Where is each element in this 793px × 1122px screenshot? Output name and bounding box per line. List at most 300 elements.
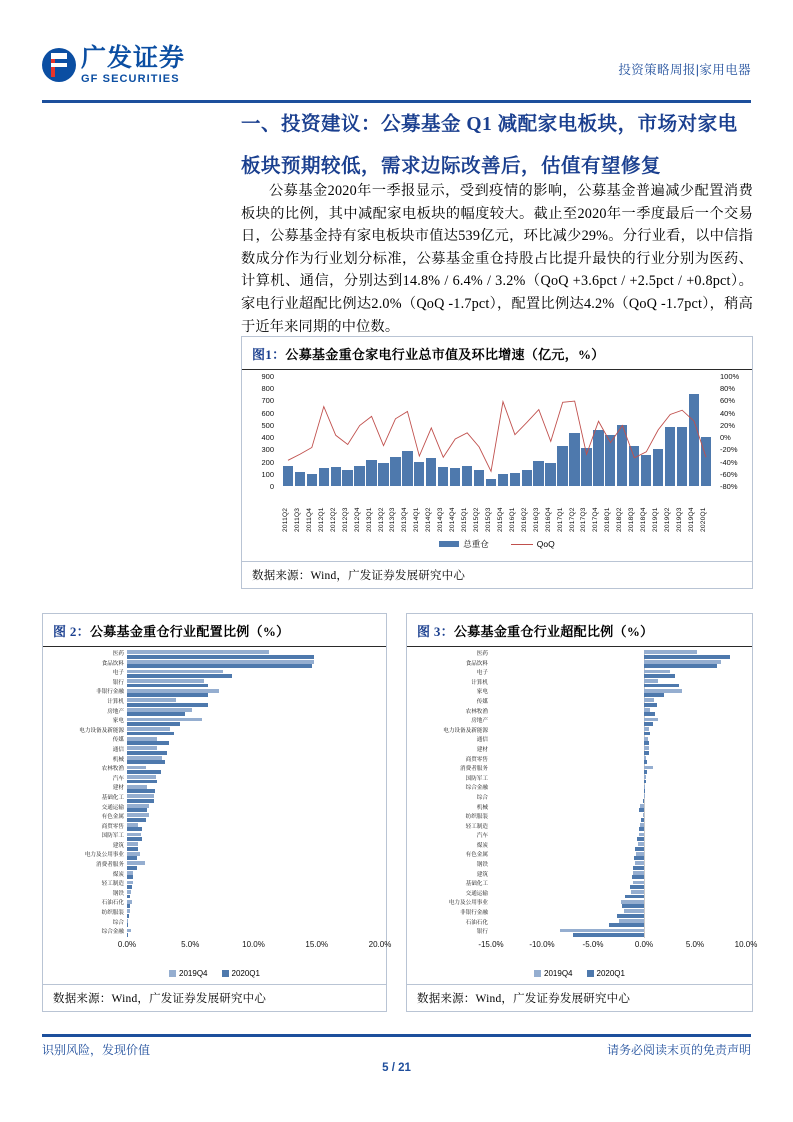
bar-segment: [609, 923, 644, 927]
bar-row-label: 汽车: [476, 833, 488, 840]
bar-row-label: 商贸零售: [465, 756, 488, 763]
bar-segment: [127, 712, 185, 716]
bar-segment: [127, 741, 169, 745]
figure-2-legend-item-0: 2019Q4: [179, 969, 208, 978]
bar-segment: [639, 808, 644, 812]
bar-segment: [127, 732, 174, 736]
bar-row-track: [127, 650, 380, 660]
bar-row-track: [491, 851, 746, 861]
figure-3-number: 图 3：: [417, 624, 454, 639]
figure-1-y-tick: 700: [261, 396, 274, 406]
figure-1-y2-tick: 20%: [720, 420, 736, 430]
bar-row-track: [127, 909, 380, 919]
x-axis-tick: 5.0%: [685, 940, 705, 949]
bar-segment: [622, 904, 644, 908]
figure-1-title: [242, 337, 752, 370]
bar-row: [43, 727, 380, 737]
bar-segment: [127, 718, 202, 722]
bar-row-label: 电子: [112, 670, 124, 677]
figure-1-x-tick: 2015Q1: [461, 507, 469, 532]
bar-segment: [127, 914, 129, 918]
bar-segment: [644, 746, 649, 750]
bar-row-track: [491, 688, 746, 698]
bar-segment: [127, 847, 138, 851]
bar-segment: [127, 766, 146, 770]
figure-1-x-tick: 2018Q1: [604, 507, 612, 532]
figure-1-y-tick: 0: [269, 482, 274, 491]
bar-row: [407, 679, 746, 689]
figure-1-x-tick: 2014Q1: [413, 507, 421, 532]
figure-1-x-tick: 2015Q3: [484, 507, 492, 532]
bar-segment: [644, 741, 649, 745]
bar-row-track: [491, 775, 746, 785]
figure-1-x-tick: 2017Q1: [556, 507, 564, 532]
bar-segment: [127, 866, 137, 870]
bar-segment: [127, 856, 137, 860]
figure-1-x-tick: 2018Q2: [616, 507, 624, 532]
bar-row-label: 电力及公用事业: [448, 900, 488, 907]
bar-row-track: [127, 698, 380, 708]
bar-row: [43, 698, 380, 708]
bar-segment: [634, 856, 644, 860]
figure-1-y2-tick: -40%: [720, 457, 738, 467]
figure-1-y2-tick: 0%: [720, 433, 731, 443]
bar-row-track: [491, 890, 746, 900]
bar-row-label: 建筑: [112, 842, 124, 849]
x-axis-tick: -10.0%: [529, 940, 555, 949]
figure-1-x-tick: 2016Q4: [544, 507, 552, 532]
bar-row-track: [491, 880, 746, 890]
figure-1-caption: 公募基金重仓家电行业总市值及环比增速（亿元，%）: [285, 347, 605, 362]
bar-segment: [560, 929, 644, 933]
bar-row: [407, 775, 746, 785]
figure-1-x-axis-labels: [282, 488, 712, 532]
bar-row-track: [491, 736, 746, 746]
bar-row: [407, 688, 746, 698]
bar-row-label: 传媒: [476, 698, 488, 705]
x-axis-tick: 0.0%: [634, 940, 654, 949]
bar-row-track: [491, 679, 746, 689]
figure-1-x-tick: 2016Q1: [508, 507, 516, 532]
bar-row-label: 家电: [476, 689, 488, 696]
page-number: 5 / 21: [382, 1062, 411, 1074]
figure-1-y2-tick: -80%: [720, 482, 738, 491]
bar-segment: [127, 751, 167, 755]
figure-1-x-tick: 2011Q4: [305, 507, 313, 532]
bar-row-track: [127, 756, 380, 766]
figure-3-bar-rows: [407, 650, 746, 938]
figure-3-source: 数据来源：Wind，广发证券发展研究中心: [407, 984, 752, 1011]
bar-row-label: 基础化工: [101, 794, 124, 801]
bar-row-track: [127, 736, 380, 746]
x-axis-tick: 15.0%: [305, 940, 329, 949]
bar-row-track: [491, 861, 746, 871]
body-paragraph: 公募基金2020年一季报显示，受到疫情的影响，公募基金普遍减少配置消费板块的比例，其中减配家电板块的幅度较大。截止至2020年一季度最后一个交易日，公募基金持有家电板块市值达539亿元，环比减少29%。分行业看，以中信指数成分作为行业划分标准，公募基金重仓持股占比提升最快的行业分别为医药、计算机、通信，分别达到14.8% / 6.4% / 3.2%（QoQ +3.6pct / +2.5pct / +0.8pct）。家电行业超配比例达2.0%（QoQ -1.7pct），配置比例达4.2%（QoQ -1.7pct），稍高于近年来同期的中位数。: [241, 183, 753, 335]
bar-row: [43, 765, 380, 775]
bar-row-track: [491, 794, 746, 804]
bar-row-label: 综合金融: [101, 929, 124, 936]
figure-1-x-tick: 2019Q1: [652, 507, 660, 532]
bar-segment: [632, 875, 644, 879]
figure-1-line-series: [282, 376, 712, 486]
bar-segment: [644, 722, 653, 726]
bar-segment: [127, 929, 131, 933]
bar-segment: [127, 698, 176, 702]
bar-segment: [127, 775, 156, 779]
figure-1-x-tick: 2012Q1: [317, 507, 325, 532]
bar-row-track: [491, 928, 746, 938]
bar-segment: [644, 664, 717, 668]
bar-segment: [127, 650, 269, 654]
bar-segment: [640, 804, 644, 808]
bar-row: [407, 660, 746, 670]
bar-row-track: [491, 765, 746, 775]
bar-row: [43, 679, 380, 689]
legend-swatch-2019q4-icon: [169, 970, 176, 977]
header-report-type: 投资策略周报|家用电器: [618, 63, 751, 77]
bar-row: [407, 832, 746, 842]
bar-row-track: [491, 746, 746, 756]
bar-segment: [127, 660, 314, 664]
figure-1-y-tick: 400: [261, 433, 274, 443]
figure-2-title: [43, 614, 386, 647]
bar-segment: [633, 866, 644, 870]
figure-1-plot-area: [282, 376, 712, 486]
bar-segment: [644, 670, 670, 674]
figure-1-x-tick: 2013Q3: [389, 507, 397, 532]
figure-1-x-tick: 2013Q2: [377, 507, 385, 532]
figure-1-y-tick: 800: [261, 384, 274, 394]
bar-segment: [573, 933, 644, 937]
figure-1-y-tick: 100: [261, 469, 274, 479]
bar-row-label: 轻工制造: [101, 881, 124, 888]
bar-segment: [644, 689, 682, 693]
figure-2-plot: [43, 644, 392, 982]
bar-row: [407, 851, 746, 861]
bar-segment: [643, 813, 644, 817]
bar-row: [43, 717, 380, 727]
bar-segment: [127, 703, 208, 707]
bar-segment: [644, 737, 648, 741]
bar-row-label: 电力设备及新能源: [443, 727, 488, 734]
figure-3-legend-item-1: 2020Q1: [596, 969, 625, 978]
bar-segment: [127, 679, 204, 683]
figure-3-legend-item-0: 2019Q4: [544, 969, 573, 978]
bar-row-track: [491, 804, 746, 814]
x-axis-tick: 0.0%: [117, 940, 137, 949]
bar-segment: [644, 655, 730, 659]
bar-segment: [644, 751, 649, 755]
bar-row-track: [127, 919, 380, 929]
bar-row-label: 钢铁: [476, 862, 488, 869]
bar-row-label: 机械: [112, 756, 124, 763]
bar-segment: [644, 789, 645, 793]
bar-row-track: [127, 823, 380, 833]
bar-row-label: 食品饮料: [465, 660, 488, 667]
footer-disclaimer: 请务必阅读末页的免责声明: [606, 1043, 751, 1057]
bar-segment: [127, 727, 170, 731]
figure-1-x-tick: 2018Q3: [628, 507, 636, 532]
bar-segment: [127, 890, 131, 894]
bar-row-track: [127, 794, 380, 804]
bar-segment: [635, 847, 644, 851]
bar-row: [43, 832, 380, 842]
bar-row: [43, 650, 380, 660]
header-divider: [42, 100, 751, 103]
bar-segment: [619, 919, 645, 923]
bar-row: [407, 813, 746, 823]
figure-1-y-tick: 200: [261, 457, 274, 467]
figure-1-x-tick: 2011Q3: [293, 507, 301, 532]
figure-1-x-tick: 2016Q2: [520, 507, 528, 532]
figure-1-x-tick: 2019Q3: [675, 507, 683, 532]
bar-segment: [644, 684, 679, 688]
bar-segment: [639, 827, 644, 831]
bar-segment: [625, 895, 644, 899]
legend-swatch-bar-icon: [439, 541, 459, 547]
bar-row: [407, 890, 746, 900]
figure-1-x-tick: 2013Q4: [401, 507, 409, 532]
bar-row: [407, 669, 746, 679]
bar-segment: [127, 827, 142, 831]
figure-1-number: 图1：: [252, 347, 286, 362]
bar-segment: [127, 756, 162, 760]
bar-row-label: 有色金属: [465, 852, 488, 859]
figure-1-x-tick: 2017Q4: [592, 507, 600, 532]
figure-1-y2-tick: 60%: [720, 396, 736, 406]
figure-1-y-tick: 500: [261, 420, 274, 430]
bar-row-track: [127, 899, 380, 909]
figure-1-x-tick: 2012Q2: [329, 507, 337, 532]
bar-row: [407, 746, 746, 756]
bar-row: [407, 727, 746, 737]
figure-1-x-tick: 2012Q3: [341, 507, 349, 532]
bar-row-label: 非银行金融: [460, 910, 488, 917]
bar-row-track: [127, 832, 380, 842]
bar-row: [407, 794, 746, 804]
bar-row-track: [127, 804, 380, 814]
figure-1-y2-tick: -20%: [720, 445, 738, 455]
bar-row-label: 医药: [476, 651, 488, 657]
bar-row-label: 计算机: [107, 698, 124, 705]
bar-segment: [644, 650, 697, 654]
bar-row-track: [127, 775, 380, 785]
bar-row-track: [127, 851, 380, 861]
bar-segment: [127, 799, 154, 803]
bar-row-label: 机械: [476, 804, 488, 811]
bar-row-track: [127, 813, 380, 823]
legend-swatch-2020q1-icon: [587, 970, 594, 977]
bar-row: [43, 871, 380, 881]
figure-1-legend: [242, 538, 752, 550]
bar-row: [43, 804, 380, 814]
bar-row-label: 国防军工: [101, 833, 124, 840]
bar-row-label: 煤炭: [112, 871, 124, 878]
bar-row-label: 农林牧渔: [101, 766, 124, 773]
bar-row-label: 轻工制造: [465, 823, 488, 830]
bar-row-label: 农林牧渔: [465, 708, 488, 715]
bar-row-track: [491, 832, 746, 842]
bar-segment: [127, 861, 145, 865]
bar-row: [43, 813, 380, 823]
bar-row-label: 银行: [112, 679, 124, 686]
bar-row-track: [127, 871, 380, 881]
bar-segment: [127, 904, 130, 908]
figure-1-x-tick: 2017Q2: [568, 507, 576, 532]
bar-row-track: [127, 928, 380, 938]
x-axis-tick: 10.0%: [734, 940, 758, 949]
figure-1-x-tick: 2019Q4: [687, 507, 695, 532]
bar-row-label: 电子: [476, 670, 488, 677]
bar-segment: [644, 780, 646, 784]
bar-row-label: 建材: [112, 785, 124, 792]
bar-segment: [624, 909, 644, 913]
bar-segment: [633, 871, 644, 875]
bar-row-track: [127, 765, 380, 775]
bar-segment: [644, 775, 646, 779]
bar-row-track: [491, 650, 746, 660]
bar-row: [407, 736, 746, 746]
figure-3-legend: [407, 969, 752, 978]
figure-1-y2-tick: -60%: [720, 469, 738, 479]
bar-row: [43, 708, 380, 718]
bar-row-track: [127, 784, 380, 794]
bar-segment: [644, 674, 675, 678]
figure-2-legend: [43, 969, 386, 978]
bar-row-track: [491, 756, 746, 766]
bar-segment: [127, 746, 157, 750]
bar-segment: [127, 789, 155, 793]
bar-segment: [127, 881, 133, 885]
bar-segment: [127, 813, 149, 817]
x-axis-tick: 5.0%: [181, 940, 200, 949]
bar-row-track: [127, 842, 380, 852]
bar-row-track: [491, 909, 746, 919]
bar-row: [407, 650, 746, 660]
bar-row-label: 煤炭: [476, 842, 488, 849]
bar-row: [43, 880, 380, 890]
figure-1-source: 数据来源：Wind，广发证券发展研究中心: [242, 561, 752, 588]
legend-swatch-line-icon: [511, 544, 533, 545]
bar-row: [407, 919, 746, 929]
bar-row: [43, 919, 380, 929]
bar-segment: [637, 837, 644, 841]
bar-segment: [644, 712, 655, 716]
legend-swatch-2019q4-icon: [534, 970, 541, 977]
bar-row-label: 建筑: [476, 871, 488, 878]
figure-2-x-axis: [117, 940, 392, 956]
bar-row-track: [491, 717, 746, 727]
figure-1-y2-tick: 40%: [720, 408, 736, 418]
bar-row-track: [127, 746, 380, 756]
bar-row-label: 医药: [112, 651, 124, 657]
x-axis-tick: 20.0%: [368, 940, 392, 949]
bar-row-label: 纺织服装: [465, 814, 488, 821]
figure-1-x-tick: 2018Q4: [640, 507, 648, 532]
figure-3-caption: 公募基金重仓行业超配比例（%）: [453, 624, 654, 639]
bar-row-track: [491, 784, 746, 794]
bar-segment: [633, 881, 644, 885]
bar-segment: [127, 818, 146, 822]
bar-segment: [127, 875, 133, 879]
bar-segment: [127, 760, 165, 764]
figure-1-x-tick: 2017Q3: [580, 507, 588, 532]
bar-row: [407, 928, 746, 938]
bar-row-track: [491, 727, 746, 737]
figure-2-legend-item-1: 2020Q1: [231, 969, 260, 978]
gf-logo-icon: [42, 48, 76, 82]
bar-segment: [127, 909, 130, 913]
figure-3: [406, 613, 758, 1012]
bar-segment: [127, 670, 223, 674]
bar-segment: [127, 804, 149, 808]
bar-segment: [127, 770, 161, 774]
page-header: [42, 44, 751, 100]
figure-1-y-tick: 600: [261, 408, 274, 418]
bar-row-label: 有色金属: [101, 814, 124, 821]
bar-segment: [127, 689, 219, 693]
bar-row: [407, 717, 746, 727]
bar-segment: [127, 737, 157, 741]
bar-segment: [644, 660, 721, 664]
figure-2-caption: 公募基金重仓行业配置比例（%）: [89, 624, 290, 639]
bar-segment: [641, 818, 644, 822]
bar-row-track: [127, 669, 380, 679]
figure-1: [241, 336, 753, 589]
bar-row: [407, 880, 746, 890]
bar-segment: [635, 861, 644, 865]
figure-2: [42, 613, 392, 1012]
bar-row: [43, 775, 380, 785]
bar-row-label: 国防军工: [465, 775, 488, 782]
bar-row-track: [491, 823, 746, 833]
bar-row: [43, 688, 380, 698]
bar-segment: [127, 900, 132, 904]
bar-row-track: [127, 679, 380, 689]
bar-segment: [644, 766, 653, 770]
bar-row-label: 综合金融: [465, 785, 488, 792]
bar-row: [407, 861, 746, 871]
bar-segment: [644, 708, 650, 712]
figure-1-y2-tick: 80%: [720, 384, 736, 394]
figure-1-x-tick: 2014Q4: [449, 507, 457, 532]
bar-row-label: 基础化工: [465, 881, 488, 888]
bar-row-track: [127, 890, 380, 900]
bar-row: [43, 746, 380, 756]
bar-segment: [127, 837, 142, 841]
bar-segment: [617, 914, 644, 918]
figure-2-bar-rows: [43, 650, 380, 938]
figure-1-legend-item-1: QoQ: [536, 539, 555, 549]
figure-1-y2-tick: 100%: [720, 372, 740, 381]
figure-1-x-tick: 2014Q3: [437, 507, 445, 532]
bar-row-label: 建材: [476, 746, 488, 753]
bar-segment: [644, 703, 657, 707]
section-heading: 一、投资建议：公募基金 Q1 减配家电板块，市场对家电板块预期较低，需求边际改善后，估值有望修复: [241, 114, 738, 177]
bar-segment: [127, 785, 147, 789]
bar-row-label: 交通运输: [465, 890, 488, 897]
figure-2-number: 图 2：: [53, 624, 90, 639]
bar-segment: [127, 708, 192, 712]
bar-segment: [127, 655, 314, 659]
figure-1-x-tick: 2011Q2: [282, 507, 289, 532]
figure-1-y-tick: 300: [261, 445, 274, 455]
bar-row-label: 交通运输: [101, 804, 124, 811]
bar-segment: [644, 770, 647, 774]
bar-row-track: [127, 861, 380, 871]
bar-segment: [127, 852, 140, 856]
footer-divider: [42, 1034, 751, 1037]
